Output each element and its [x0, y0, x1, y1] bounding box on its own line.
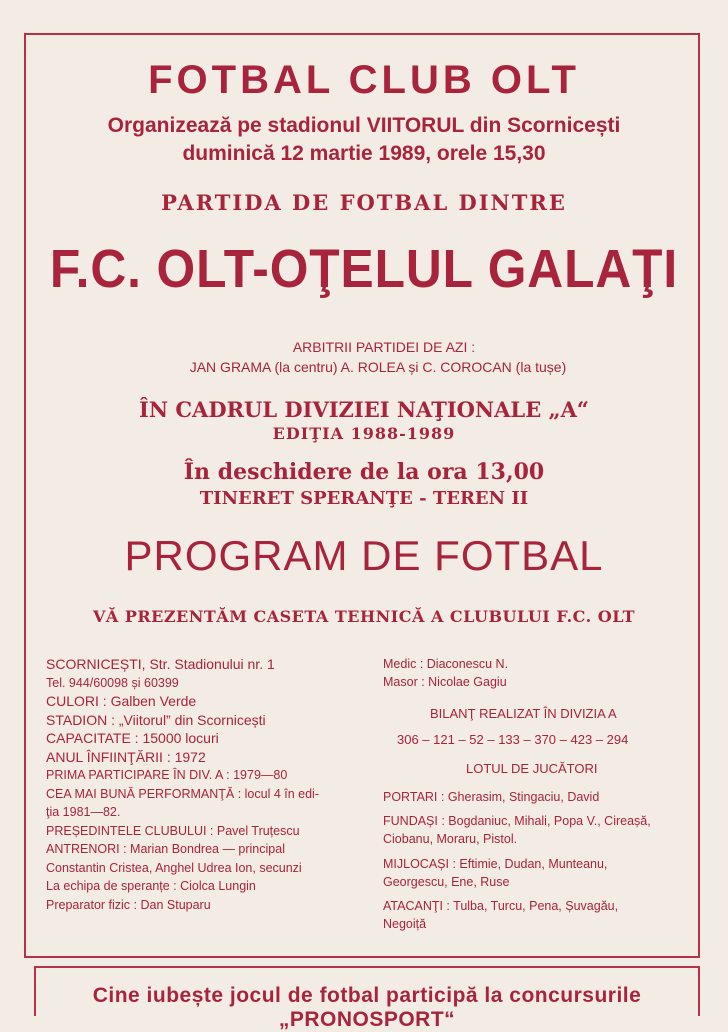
best-performance-cont: ţia 1981—82.: [46, 805, 121, 819]
club-stadium: STADION : „Viitorul” din Scornicești: [46, 711, 266, 728]
medic-line: Medic : Diaconescu N.: [383, 657, 509, 671]
club-phone: Tel. 944/60098 și 60399: [46, 675, 179, 690]
goalkeepers: PORTARI : Gherasim, Stingaciu, David: [383, 790, 600, 804]
partida-heading: PARTIDA DE FOTBAL DINTRE: [161, 190, 567, 215]
coaches: ANTRENORI : Marian Bondrea — principal: [46, 842, 285, 856]
bilant-title: BILANŢ REALIZAT ÎN DIVIZIA A: [430, 706, 617, 721]
referees-names: JAN GRAMA (la centru) A. ROLEA și C. COROCAN (la tușe): [189, 359, 567, 375]
founding-year: ANUL ÎNFIINŢĂRII : 1972: [46, 748, 206, 765]
club-president: PREȘEDINTELE CLUBULUI : Pavel Truțescu: [46, 823, 300, 838]
edition-line: EDIŢIA 1988-1989: [272, 424, 456, 443]
masor-line: Masor : Nicolae Gagiu: [383, 675, 507, 689]
division-line: ÎN CADRUL DIVIZIEI NAŢIONALE „A“: [139, 397, 589, 422]
referees-heading: ARBITRII PARTIDEI DE AZI :: [292, 339, 476, 355]
lot-title: LOTUL DE JUCĂTORI: [466, 761, 598, 776]
opening-match-line: În deschidere de la ora 13,00: [183, 459, 545, 485]
club-colors: CULORI : Galben Verde: [46, 693, 197, 709]
footer-box: [34, 966, 700, 1031]
defenders: FUNDAȘI : Bogdaniuc, Mihali, Popa V., Cireașă,: [383, 814, 651, 828]
youth-coach: La echipa de speranțe : Ciolca Lungin: [46, 879, 256, 893]
bilant-values: 306 – 121 – 52 – 133 – 370 – 423 – 294: [397, 732, 629, 747]
best-performance: CEA MAI BUNĂ PERFORMANŢĂ : locul 4 în edi-: [46, 786, 319, 801]
caseta-heading: VĂ PREZENTĂM CASETA TEHNICĂ A CLUBULUI F.C. OLT: [92, 607, 636, 626]
fitness-coach: Preparator fizic : Dan Stuparu: [46, 897, 211, 912]
club-address: SCORNICEȘTI, Str. Stadionului nr. 1: [46, 656, 275, 672]
footer-text: Cine iubește jocul de fotbal participă la concursurile „PRONOSPORT“: [92, 984, 642, 1031]
forwards: ATACANŢI : Tulba, Turcu, Pena, Șuvagău,: [383, 899, 619, 913]
club-info-column: [46, 655, 319, 914]
midfielders-cont: Georgescu, Ene, Ruse: [383, 875, 510, 889]
organizer-line: Organizează pe stadionul VIITORUL din Scornicești: [107, 114, 621, 137]
youth-match-line: TINERET SPERANŢE - TEREN II: [199, 488, 529, 509]
assistant-coaches: Constantin Cristea, Anghel Udrea Ion, secunzi: [46, 860, 302, 875]
defenders-cont: Ciobanu, Moraru, Pistol.: [383, 832, 518, 846]
program-title: PROGRAM DE FOTBAL: [124, 532, 604, 579]
forwards-cont: Negoiță: [383, 917, 427, 931]
date-line: duminică 12 martie 1989, orele 15,30: [182, 142, 546, 165]
match-title: F.C. OLT-OŢELUL GALAŢI: [49, 239, 679, 299]
club-title: FOTBAL CLUB OLT: [148, 58, 580, 102]
midfielders: MIJLOCAȘI : Eftimie, Dudan, Munteanu,: [383, 857, 608, 871]
first-participation: PRIMA PARTICIPARE ÎN DIV. A : 1979—80: [46, 768, 288, 782]
stadium-capacity: CAPACITATE : 15000 locuri: [46, 730, 219, 746]
